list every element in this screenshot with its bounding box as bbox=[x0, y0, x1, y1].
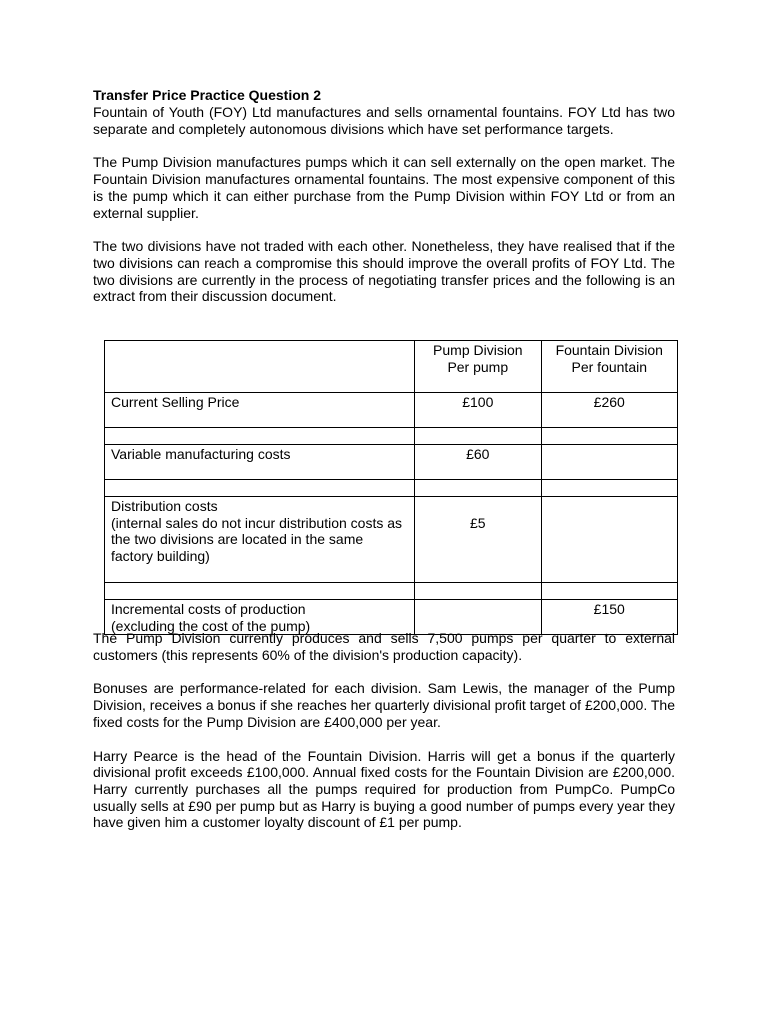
row-label-note: (excluding the cost of the pump) bbox=[111, 617, 311, 634]
table-row bbox=[105, 497, 678, 583]
capacity-paragraph: The Pump Division currently produces and sells 7,500 pumps per quarter to external customers (this represents 60% of the division's production capacity). bbox=[93, 630, 675, 663]
table-spacer-row bbox=[105, 428, 678, 445]
spacer bbox=[93, 731, 675, 748]
table-row bbox=[105, 393, 678, 428]
table-row bbox=[105, 445, 678, 480]
document-bottom bbox=[93, 630, 675, 831]
header-fountain-line1: Fountain Division bbox=[555, 342, 663, 358]
spacer bbox=[93, 137, 675, 154]
row-label-line1: Distribution costs bbox=[111, 498, 218, 514]
row-label bbox=[105, 497, 415, 583]
spacer bbox=[93, 663, 675, 680]
document-top bbox=[93, 87, 675, 305]
row-label-line1: Incremental costs of production bbox=[111, 601, 306, 617]
spacer bbox=[93, 221, 675, 238]
row-fountain-value bbox=[541, 445, 677, 480]
row-pump-value: £5 bbox=[415, 497, 541, 583]
header-fountain-division bbox=[541, 341, 677, 393]
header-fountain-line2: Per fountain bbox=[571, 358, 647, 375]
fountain-division-paragraph: Harry Pearce is the head of the Fountain Division. Harris will get a bonus if the quarterly divisional profit exceeds £100,000. Annual fixed costs for the Fountain Division are £200,000. Harry currently purchases all the pumps required for production from PumpCo. PumpCo usually sells at £90 per pump but as Harry is buying a good number of pumps every year they have given him a customer loyalty discount of £1 per pump. bbox=[93, 747, 675, 831]
negotiation-paragraph: The two divisions have not traded with each other. Nonetheless, they have realised that if the two divisions can reach a compromise this should improve the overall profits of FOY Ltd. The two divisions are currently in the process of negotiating transfer prices and the following is an extract from their discussion document. bbox=[93, 238, 675, 305]
row-pump-value: £100 bbox=[415, 393, 541, 428]
table-spacer-row bbox=[105, 583, 678, 600]
row-fountain-value: £260 bbox=[541, 393, 677, 428]
table-header-row bbox=[105, 341, 678, 393]
header-pump-line1: Pump Division bbox=[433, 342, 523, 358]
row-pump-value: £60 bbox=[415, 445, 541, 480]
header-pump-division bbox=[415, 341, 541, 393]
table-spacer-row bbox=[105, 480, 678, 497]
row-fountain-value bbox=[541, 497, 677, 583]
row-fountain-value: £150 bbox=[541, 600, 677, 635]
pump-division-paragraph: The Pump Division manufactures pumps which it can sell externally on the open market. The Fountain Division manufactures ornamental fountains. The most expensive component of this is the pump which it can either purchase from the Pump Division within FOY Ltd or from an external supplier. bbox=[93, 154, 675, 221]
document-title: Transfer Price Practice Question 2 bbox=[93, 87, 321, 103]
header-blank-cell bbox=[105, 341, 415, 393]
transfer-price-table bbox=[104, 340, 678, 635]
header-pump-line2: Per pump bbox=[447, 358, 509, 375]
row-label: Current Selling Price bbox=[105, 393, 415, 428]
intro-paragraph: Fountain of Youth (FOY) Ltd manufactures and sells ornamental fountains. FOY Ltd has two separate and completely autonomous divisions which have set performance targets. bbox=[93, 104, 675, 137]
bonus-paragraph: Bonuses are performance-related for each division. Sam Lewis, the manager of the Pump Division, receives a bonus if she reaches her quarterly divisional profit target of £200,000. The fixed costs for the Pump Division are £400,000 per year. bbox=[93, 680, 675, 730]
row-label-note: (internal sales do not incur distribution costs as the two divisions are located in the same factory building) bbox=[111, 514, 403, 565]
row-label: Variable manufacturing costs bbox=[105, 445, 415, 480]
